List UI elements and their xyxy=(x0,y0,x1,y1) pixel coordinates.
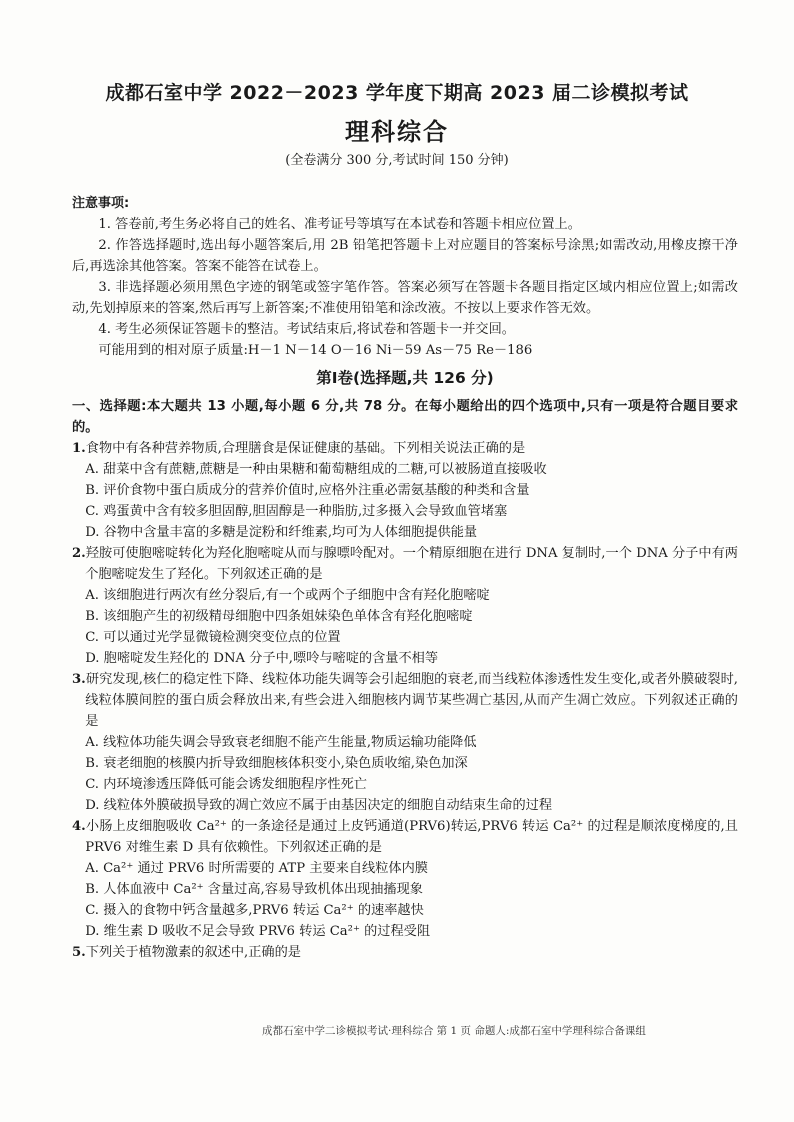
exam-title: 成都石室中学 2022－2023 学年度下期高 2023 届二诊模拟考试 xyxy=(105,82,689,104)
question-number: 2. xyxy=(72,546,86,561)
question-stem: 研究发现,核仁的稳定性下降、线粒体功能失调等会引起细胞的衰老,而当线粒体渗透性发生变化,或者外膜破裂时,线粒体膜间腔的蛋白质会释放出来,有些会进入细胞核内调节某些凋亡基因,从而产生凋亡效应。下列叙述正确的是 xyxy=(85,672,738,729)
question-4 xyxy=(72,816,738,942)
section-title: 第Ⅰ卷(选择题,共 126 分) xyxy=(316,369,494,387)
question-stem: 食物中有各种营养物质,合理膳食是保证健康的基础。下列相关说法正确的是 xyxy=(85,441,526,456)
exam-info: (全卷满分 300 分,考试时间 150 分钟) xyxy=(285,153,509,168)
notice-item: 3. 非选择题必须用黑色字迹的钢笔或签字笔作答。答案必须写在答题卡各题目指定区域内相应位置上;如需改动,先划掉原来的答案,然后再写上新答案;不准使用铅笔和涂改液。不按以上要求作答无效。 xyxy=(72,280,738,316)
question-2 xyxy=(72,543,738,669)
option-b: B. 评价食物中蛋白质成分的营养价值时,应格外注重必需氨基酸的种类和含量 xyxy=(85,483,530,498)
option-a: A. Ca²⁺ 通过 PRV6 时所需要的 ATP 主要来自线粒体内膜 xyxy=(85,861,428,876)
notice-item: 1. 答卷前,考生务必将自己的姓名、准考证号等填写在本试卷和答题卡相应位置上。 xyxy=(98,217,581,232)
option-c: C. 可以通过光学显微镜检测突变位点的位置 xyxy=(85,630,341,645)
section-intro: 一、选择题:本大题共 13 小题,每小题 6 分,共 78 分。在每小题给出的四个选项中,只有一项是符合题目要求的。 xyxy=(72,399,738,435)
question-number: 4. xyxy=(72,819,86,834)
question-stem: 下列关于植物激素的叙述中,正确的是 xyxy=(85,945,301,960)
subject-title: 理科综合 xyxy=(345,118,449,146)
option-a: A. 线粒体功能失调会导致衰老细胞不能产生能量,物质运输功能降低 xyxy=(85,735,477,750)
option-d: D. 胞嘧啶发生羟化的 DNA 分子中,嘌呤与嘧啶的含量不相等 xyxy=(85,651,439,666)
option-d: D. 维生素 D 吸收不足会导致 PRV6 转运 Ca²⁺ 的过程受阻 xyxy=(85,924,431,939)
option-b: B. 人体血液中 Ca²⁺ 含量过高,容易导致机体出现抽搐现象 xyxy=(85,882,423,897)
option-c: C. 摄入的食物中钙含量越多,PRV6 转运 Ca²⁺ 的速率越快 xyxy=(85,903,424,918)
page-footer: 成都石室中学二诊模拟考试·理科综合 第 1 页 命题人:成都石室中学理科综合备课组 xyxy=(262,1025,646,1037)
option-d: D. 线粒体外膜破损导致的凋亡效应不属于由基因决定的细胞自动结束生命的过程 xyxy=(85,798,553,813)
question-number: 3. xyxy=(72,672,86,687)
question-stem: 羟胺可使胞嘧啶转化为羟化胞嘧啶从而与腺嘌呤配对。一个精原细胞在进行 DNA 复制时,一个 DNA 分子中有两个胞嘧啶发生了羟化。下列叙述正确的是 xyxy=(85,546,738,582)
notice-item: 4. 考生必须保证答题卡的整洁。考试结束后,将试卷和答题卡一并交回。 xyxy=(98,322,515,337)
option-c: C. 鸡蛋黄中含有较多胆固醇,胆固醇是一种脂肪,过多摄入会导致血管堵塞 xyxy=(85,504,508,519)
question-number: 1. xyxy=(72,441,86,456)
question-3 xyxy=(72,669,738,816)
question-5 xyxy=(72,942,738,963)
option-b: B. 该细胞产生的初级精母细胞中四条姐妹染色单体含有羟化胞嘧啶 xyxy=(85,609,473,624)
question-number: 5. xyxy=(72,945,86,960)
option-a: A. 甜菜中含有蔗糖,蔗糖是一种由果糖和葡萄糖组成的二糖,可以被肠道直接吸收 xyxy=(85,462,547,477)
exam-content xyxy=(72,193,738,963)
notice-item: 2. 作答选择题时,选出每小题答案后,用 2B 铅笔把答题卡上对应题目的答案标号涂黑;如需改动,用橡皮擦干净后,再选涂其他答案。答案不能答在试卷上。 xyxy=(72,238,738,274)
atomic-mass-note: 可能用到的相对原子质量:H－1 N－14 O－16 Ni－59 As－75 Re－186 xyxy=(98,343,533,358)
question-1 xyxy=(72,438,738,543)
option-b: B. 衰老细胞的核膜内折导致细胞核体积变小,染色质收缩,染色加深 xyxy=(85,756,468,771)
notice-heading: 注意事项: xyxy=(72,196,130,211)
option-c: C. 内环境渗透压降低可能会诱发细胞程序性死亡 xyxy=(85,777,367,792)
option-a: A. 该细胞进行两次有丝分裂后,有一个或两个子细胞中含有羟化胞嘧啶 xyxy=(85,588,490,603)
question-stem: 小肠上皮细胞吸收 Ca²⁺ 的一条途径是通过上皮钙通道(PRV6)转运,PRV6 转运 Ca²⁺ 的过程是顺浓度梯度的,且 PRV6 对维生素 D 具有依赖性。下列叙述正确的是 xyxy=(85,819,738,855)
option-d: D. 谷物中含量丰富的多糖是淀粉和纤维素,均可为人体细胞提供能量 xyxy=(85,525,478,540)
